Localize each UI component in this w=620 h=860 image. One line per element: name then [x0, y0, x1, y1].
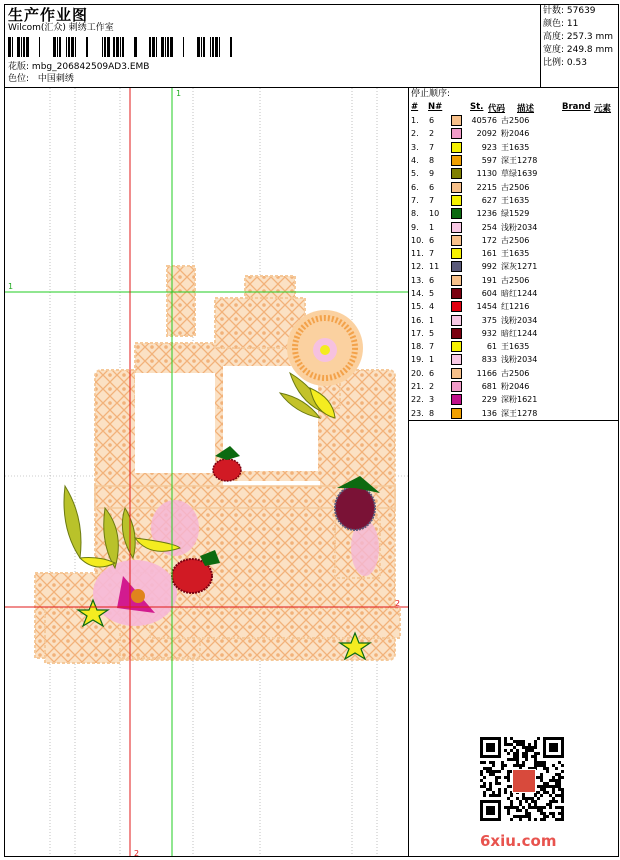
colorway-row — [8, 74, 74, 85]
stop-index: 5. — [411, 169, 419, 179]
stop-row — [409, 167, 563, 180]
needle-number: 7 — [429, 249, 435, 259]
stitch-count-cell: 932 — [481, 328, 497, 338]
thread-description: 王1635 — [501, 342, 530, 352]
color-swatch — [451, 128, 462, 139]
stop-sequence-table — [409, 114, 563, 420]
col-index: # — [411, 102, 419, 112]
color-swatch-cell — [449, 207, 467, 220]
stop-row — [409, 127, 563, 140]
stitch-count-cell: 1130 — [476, 169, 497, 179]
needle-number: 6 — [429, 235, 435, 245]
stop-row — [409, 207, 563, 220]
stop-index: 21. — [411, 382, 424, 392]
design-stats — [543, 5, 613, 70]
stop-index: 3. — [411, 142, 419, 152]
stitch-count-cell: 597 — [481, 156, 497, 166]
red-marker-right: 2 — [395, 599, 401, 608]
stitch-count-cell: 229 — [481, 395, 497, 405]
color-swatch — [451, 235, 462, 246]
stop-row — [409, 234, 563, 247]
stop-index: 17. — [411, 328, 424, 338]
color-swatch — [451, 368, 462, 379]
qr-seal — [512, 769, 536, 793]
stop-index: 23. — [411, 408, 424, 418]
thread-description: 浅粉2034 — [501, 315, 538, 325]
needle-number: 7 — [429, 195, 435, 205]
stop-row — [409, 313, 563, 326]
thread-description: 粉2046 — [501, 382, 530, 392]
needle-number: 2 — [429, 382, 435, 392]
color-swatch — [451, 394, 462, 405]
stop-index: 10. — [411, 235, 424, 245]
needle-number: 7 — [429, 142, 435, 152]
thread-description: 绿1529 — [501, 209, 530, 219]
color-swatch-cell — [449, 340, 467, 353]
color-swatch-cell — [449, 167, 467, 180]
color-swatch-cell — [449, 247, 467, 260]
color-swatch-cell — [449, 327, 467, 340]
thread-description: 浅粉2034 — [501, 222, 538, 232]
needle-number: 8 — [429, 408, 435, 418]
color-swatch — [451, 341, 462, 352]
stop-index: 11. — [411, 249, 424, 259]
color-swatch — [451, 315, 462, 326]
color-swatch — [451, 208, 462, 219]
col-stitches: St. — [470, 102, 484, 112]
color-swatch-cell — [449, 114, 467, 127]
color-swatch — [451, 261, 462, 272]
stop-row — [409, 154, 563, 167]
thread-description: 王1635 — [501, 195, 530, 205]
stop-index: 6. — [411, 182, 419, 192]
color-swatch — [451, 301, 462, 312]
stitch-count-cell: 191 — [481, 275, 497, 285]
needle-number: 6 — [429, 275, 435, 285]
stop-index: 15. — [411, 302, 424, 312]
stop-index: 1. — [411, 116, 419, 126]
color-swatch — [451, 155, 462, 166]
needle-number: 8 — [429, 156, 435, 166]
stitch-count-cell: 136 — [481, 408, 497, 418]
stitch-count-cell: 2092 — [476, 129, 497, 139]
stitch-count-cell: 375 — [481, 315, 497, 325]
stitch-count-cell: 2215 — [476, 182, 497, 192]
color-swatch — [451, 328, 462, 339]
needle-number: 6 — [429, 182, 435, 192]
color-swatch-cell — [449, 367, 467, 380]
stop-row — [409, 300, 563, 313]
thread-description: 古2506 — [501, 368, 530, 378]
thread-description: 深王1278 — [501, 156, 538, 166]
stitch-count-cell: 61 — [486, 342, 497, 352]
stop-index: 18. — [411, 342, 424, 352]
color-swatch — [451, 381, 462, 392]
design-name-row — [8, 62, 149, 73]
stop-sequence-heading: 停止顺序: — [411, 89, 451, 99]
color-swatch-cell — [449, 260, 467, 273]
stop-index: 4. — [411, 156, 419, 166]
needle-number: 6 — [429, 368, 435, 378]
design-height: 高度: 257.3 mm — [543, 32, 614, 42]
stop-row — [409, 353, 563, 366]
col-brand: Brand — [562, 102, 591, 112]
color-swatch — [451, 195, 462, 206]
thread-description: 红1216 — [501, 302, 530, 312]
design-scale: 比例: 0.53 — [543, 58, 587, 68]
stop-index: 7. — [411, 195, 419, 205]
needle-number: 3 — [429, 395, 435, 405]
thread-description: 深王1278 — [501, 408, 538, 418]
needle-number: 11 — [429, 262, 440, 272]
col-description: 描述 — [517, 104, 535, 114]
thread-description: 深灰1271 — [501, 262, 538, 272]
thread-description: 王1635 — [501, 249, 530, 259]
stitch-count-cell: 1454 — [476, 302, 497, 312]
color-swatch-cell — [449, 180, 467, 193]
page-title: 生产作业图 — [8, 6, 89, 24]
stop-row — [409, 274, 563, 287]
stop-row — [409, 407, 563, 420]
needle-number: 6 — [429, 116, 435, 126]
software-name: Wilcom(汇众) 刺绣工作室 — [8, 23, 114, 33]
color-swatch — [451, 248, 462, 259]
thread-description: 暗红1244 — [501, 289, 538, 298]
color-swatch — [451, 182, 462, 193]
barcode — [8, 37, 235, 57]
stop-index: 13. — [411, 275, 424, 285]
color-swatch-cell — [449, 141, 467, 154]
stop-row — [409, 367, 563, 380]
color-swatch-cell — [449, 393, 467, 406]
stop-index: 22. — [411, 395, 424, 405]
needle-number: 10 — [429, 209, 440, 219]
thread-description: 古2506 — [501, 116, 530, 126]
colorway-label: 色位: — [8, 74, 30, 84]
stitch-count: 针数: 57639 — [543, 6, 596, 16]
color-swatch-cell — [449, 353, 467, 366]
stitch-count-cell: 172 — [481, 235, 497, 245]
thread-description: 暗红1244 — [501, 328, 538, 338]
stop-row — [409, 247, 563, 260]
stop-index: 8. — [411, 209, 419, 219]
design-label: 花版: — [8, 62, 30, 72]
stop-index: 14. — [411, 289, 424, 298]
stitch-count-cell: 254 — [481, 222, 497, 232]
color-swatch — [451, 288, 462, 299]
green-marker-top: 1 — [176, 89, 182, 98]
thread-description: 浅粉2034 — [501, 355, 538, 365]
thread-description: 古2506 — [501, 182, 530, 192]
color-swatch-cell — [449, 313, 467, 326]
stop-row — [409, 380, 563, 393]
needle-number: 5 — [429, 328, 435, 338]
sunburst-flower — [287, 310, 363, 386]
embroidery-design — [5, 88, 408, 856]
stop-index: 12. — [411, 262, 424, 272]
stop-row — [409, 194, 563, 207]
col-needle: N# — [428, 102, 443, 112]
colorway-value: 中国刺绣 — [37, 74, 74, 84]
stop-row — [409, 287, 563, 300]
thread-description: 古2506 — [501, 235, 530, 245]
thread-description: 深粉1621 — [501, 395, 538, 405]
stop-index: 2. — [411, 129, 419, 139]
color-swatch-cell — [449, 287, 467, 300]
stop-row — [409, 393, 563, 406]
stitch-count-cell: 992 — [481, 262, 497, 272]
color-swatch — [451, 408, 462, 419]
stop-index: 20. — [411, 368, 424, 378]
color-swatch — [451, 275, 462, 286]
stop-row — [409, 141, 563, 154]
color-swatch — [451, 222, 462, 233]
needle-number: 2 — [429, 129, 435, 139]
color-swatch-cell — [449, 234, 467, 247]
thread-description: 草绿1639 — [501, 169, 538, 179]
stop-row — [409, 327, 563, 340]
needle-number: 1 — [429, 355, 435, 365]
color-swatch-cell — [449, 127, 467, 140]
col-code: 代码 — [488, 104, 506, 114]
stop-index: 19. — [411, 355, 424, 365]
thread-description: 粉2046 — [501, 129, 530, 139]
stop-row — [409, 260, 563, 273]
stitch-count-cell: 161 — [481, 249, 497, 259]
stitch-count-cell: 681 — [481, 382, 497, 392]
color-swatch — [451, 168, 462, 179]
green-marker-left: 1 — [8, 282, 14, 291]
stop-row — [409, 220, 563, 233]
color-swatch-cell — [449, 274, 467, 287]
col-element: 元素 — [594, 104, 612, 114]
stitch-count-cell: 923 — [481, 142, 497, 152]
stitch-count-cell: 604 — [481, 289, 497, 298]
color-swatch — [451, 354, 462, 365]
color-swatch-cell — [449, 407, 467, 420]
red-marker-bottom: 2 — [134, 849, 140, 856]
needle-number: 4 — [429, 302, 435, 312]
color-swatch-cell — [449, 380, 467, 393]
color-count: 颜色: 11 — [543, 19, 579, 29]
design-name: mbg_206842509AD3.EMB — [31, 62, 150, 72]
stitch-count-cell: 1236 — [476, 209, 497, 219]
thread-description: 古2506 — [501, 275, 530, 285]
design-width: 宽度: 249.8 mm — [543, 45, 614, 55]
stitch-count-cell: 1166 — [476, 368, 497, 378]
color-swatch-cell — [449, 300, 467, 313]
color-swatch-cell — [449, 194, 467, 207]
stitch-count-cell: 833 — [481, 355, 497, 365]
stop-row — [409, 340, 563, 353]
thread-description: 王1635 — [501, 142, 530, 152]
stop-row — [409, 180, 563, 193]
stop-row — [409, 114, 563, 127]
color-swatch — [451, 115, 462, 126]
color-swatch-cell — [449, 154, 467, 167]
site-watermark: 6xiu.com — [480, 832, 557, 850]
needle-number: 1 — [429, 315, 435, 325]
needle-number: 5 — [429, 289, 435, 298]
stitch-count-cell: 627 — [481, 195, 497, 205]
needle-number: 1 — [429, 222, 435, 232]
stop-index: 16. — [411, 315, 424, 325]
needle-number: 7 — [429, 342, 435, 352]
stitch-count-cell: 40576 — [471, 116, 497, 126]
color-swatch-cell — [449, 220, 467, 233]
needle-number: 9 — [429, 169, 435, 179]
stop-index: 9. — [411, 222, 419, 232]
color-swatch — [451, 142, 462, 153]
